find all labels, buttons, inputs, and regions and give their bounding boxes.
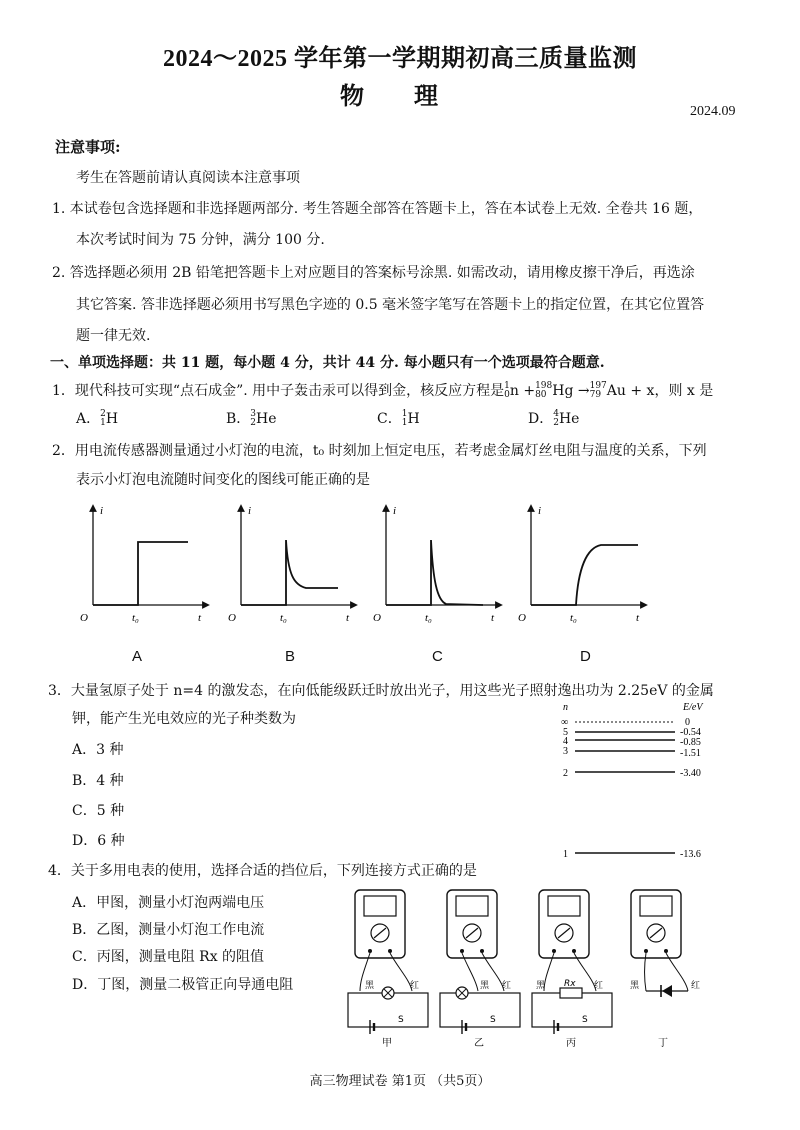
notice-item1-line1: 1. 本试卷包含选择题和非选择题两部分. 考生答题全部答在答题卡上，答在本试卷上无效. 全卷共 16 题， [52, 201, 703, 217]
exam-date: 2024.09 [690, 104, 736, 119]
svg-text:黑: 黑 [480, 981, 490, 991]
multimeter-screen [364, 896, 396, 916]
diode-icon [662, 985, 672, 997]
q2-graphs [78, 500, 648, 635]
notice-intro: 考生在答题前请认真阅读本注意事项 [76, 170, 300, 186]
svg-text:红: 红 [502, 981, 512, 991]
level-4-n: 4 [563, 736, 568, 747]
graph-b [228, 505, 354, 624]
circuit-ding [630, 890, 700, 1049]
graph-b-y-label: i [248, 505, 252, 517]
q4-circuits [340, 888, 710, 1053]
q1-stem: 1．现代科技可实现“点石成金”. 用中子轰击汞可以得到金，核反应方程是 1 0 n + 198 80 Hg → 197 79 Au + x，则 x 是 [52, 381, 714, 400]
q3-stem-line1: 3．大量氢原子处于 n=4 的激发态，在向低能级跃迁时放出光子，用这些光子照射逸出功为 2.25eV 的金属 [48, 683, 714, 699]
q4-option-c[interactable]: C．丙图，测量电阻 Rx 的阻值 [72, 949, 265, 965]
graph-a [80, 505, 206, 624]
q4-option-b[interactable]: B．乙图，测量小灯泡工作电流 [72, 922, 265, 938]
level-2-e: -3.40 [680, 768, 701, 779]
circuit-bing [532, 890, 612, 1049]
exam-title: 2024～2025 学年第一学期期初高三质量监测 [163, 46, 637, 72]
graph-c-origin: O [373, 612, 381, 624]
svg-text:S: S [490, 1015, 496, 1025]
level-4-e: -0.85 [680, 737, 701, 748]
circuit-yi-label: 乙 [474, 1038, 484, 1049]
page-footer: 高三物理试卷 第1页 （共5页） [309, 1074, 491, 1089]
level-5-n: 5 [563, 727, 568, 738]
level-1-e: -13.6 [680, 849, 701, 860]
circuit-ding-label: 丁 [658, 1038, 668, 1049]
notice-item1-line2: 本次考试时间为 75 分钟，满分 100 分. [76, 232, 325, 248]
multimeter-screen [640, 896, 672, 916]
q1-text-b: ，则 x 是 [654, 383, 714, 399]
resistor-icon [560, 988, 582, 998]
graph-c-x-label: t [491, 612, 495, 624]
level-inf-e: 0 [685, 717, 690, 728]
q1-eq-n: 1 0 [504, 381, 510, 400]
graph-b-t0: t₀ [280, 612, 287, 624]
circuit-bing-label: 丙 [566, 1038, 576, 1049]
q1-option-a[interactable]: A． 2 1 H [76, 409, 119, 428]
graph-c-y-label: i [393, 505, 397, 517]
q3-option-c[interactable]: C．5 种 [72, 803, 125, 819]
subject-title: 物 理 [340, 84, 460, 110]
svg-text:S: S [582, 1015, 588, 1025]
graph-b-x-label: t [346, 612, 350, 624]
q4-stem: 4．关于多用电表的使用，选择合适的挡位后，下列连接方式正确的是 [48, 863, 477, 879]
level-2-n: 2 [563, 768, 568, 779]
q2-stem-line1: 2．用电流传感器测量通过小灯泡的电流，t₀ 时刻加上恒定电压，若考虑金属灯丝电阻与温度的关系，下列 [52, 443, 707, 459]
svg-text:红: 红 [594, 981, 604, 991]
q1-eq-au: 197 79 [589, 381, 607, 400]
energy-n-label: n [563, 702, 568, 713]
q1-eq-hg: 198 80 [535, 381, 553, 400]
graph-d-origin: O [518, 612, 526, 624]
section1-heading: 一、单项选择题：共 11 题，每小题 4 分，共计 44 分. 每小题只有一个选项最符合题意. [50, 355, 605, 371]
notice-item2-line2: 其它答案. 答非选择题必须用书写黑色字迹的 0.5 毫米签字笔写在答题卡上的指定位置，在其它位置答 [76, 297, 705, 313]
circuit-jia [348, 890, 428, 1049]
q4-option-a[interactable]: A．甲图，测量小灯泡两端电压 [72, 895, 265, 911]
level-1-n: 1 [563, 849, 568, 860]
q3-option-d[interactable]: D．6 种 [72, 833, 125, 849]
svg-text:红: 红 [410, 981, 420, 991]
multimeter-screen [548, 896, 580, 916]
circuit-yi [440, 890, 520, 1049]
q2-stem-line2: 表示小灯泡电流随时间变化的图线可能正确的是 [76, 472, 370, 488]
q1-option-d[interactable]: D． 4 2 He [528, 409, 580, 428]
svg-text:黑: 黑 [630, 981, 640, 991]
level-inf-n: ∞ [561, 717, 569, 728]
graph-a-origin: O [80, 612, 88, 624]
svg-text:红: 红 [691, 981, 701, 991]
graph-d-label[interactable]: D [580, 648, 591, 665]
q4-option-d[interactable]: D．丁图，测量二极管正向导通电阻 [72, 977, 294, 993]
graph-d [518, 505, 644, 624]
graph-d-y-label: i [538, 505, 542, 517]
energy-level-diagram [555, 700, 730, 865]
q1-text-a: 1．现代科技可实现“点石成金”. 用中子轰击汞可以得到金，核反应方程是 [52, 383, 505, 399]
graph-b-label[interactable]: B [285, 648, 296, 665]
graph-c [373, 505, 499, 624]
svg-text:黑: 黑 [365, 981, 375, 991]
svg-text:Rx: Rx [564, 979, 576, 989]
graph-c-label[interactable]: C [432, 648, 443, 665]
level-3-e: -1.51 [680, 748, 701, 759]
notice-heading: 注意事项: [55, 138, 121, 156]
graph-c-t0: t₀ [425, 612, 432, 624]
q1-option-b[interactable]: B． 3 2 He [226, 409, 277, 428]
graph-b-origin: O [228, 612, 236, 624]
notice-item2-line1: 2. 答选择题必须用 2B 铅笔把答题卡上对应题目的答案标号涂黑. 如需改动，请用橡皮擦干净后，再选涂 [52, 265, 695, 281]
level-5-e: -0.54 [680, 727, 701, 738]
q3-option-b[interactable]: B．4 种 [72, 773, 124, 789]
notice-item2-line3: 题一律无效. [76, 328, 151, 344]
energy-e-label: E/eV [683, 702, 703, 713]
svg-text:S: S [398, 1015, 404, 1025]
q1-option-c[interactable]: C． 1 1 H [377, 409, 420, 428]
graph-a-y-label: i [100, 505, 104, 517]
multimeter-screen [456, 896, 488, 916]
graph-a-x-label: t [198, 612, 202, 624]
svg-text:黑: 黑 [536, 981, 546, 991]
q3-stem-line2: 钾，能产生光电效应的光子种类数为 [72, 711, 296, 727]
graph-a-label[interactable]: A [132, 648, 143, 665]
graph-d-x-label: t [636, 612, 640, 624]
q3-option-a[interactable]: A．3 种 [72, 742, 124, 758]
graph-d-t0: t₀ [570, 612, 577, 624]
level-3-n: 3 [563, 746, 568, 757]
circuit-jia-label: 甲 [382, 1038, 392, 1049]
graph-a-t0: t₀ [132, 612, 139, 624]
